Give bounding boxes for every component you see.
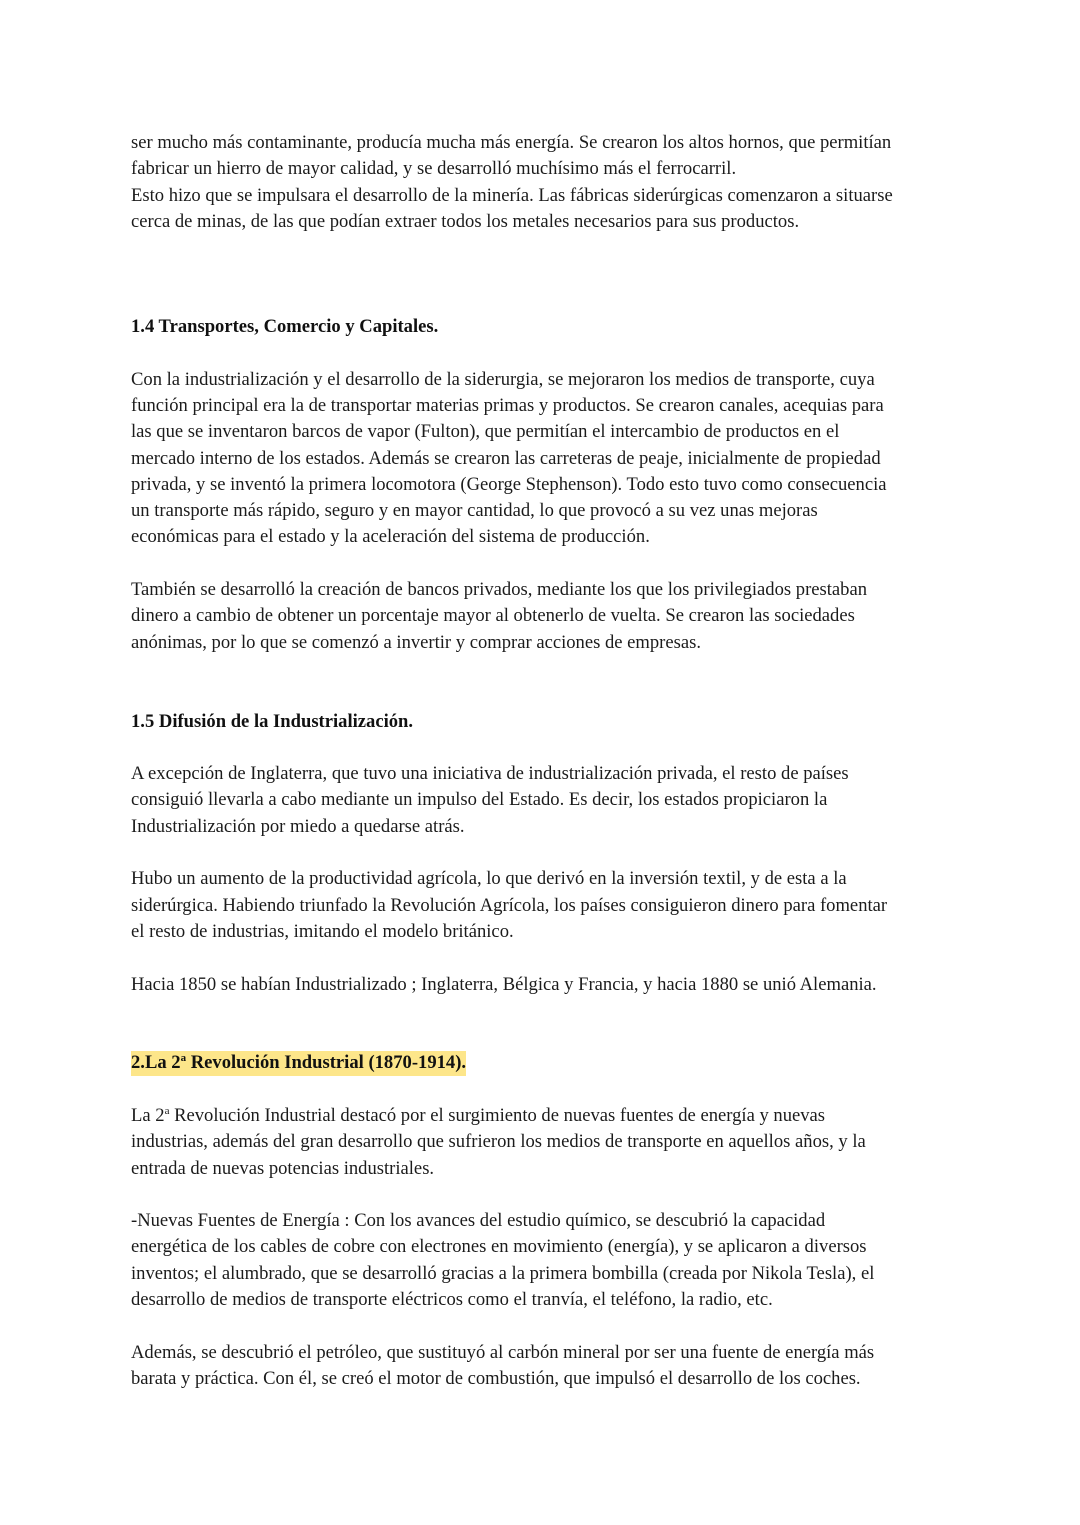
text-line: Hubo un aumento de la productividad agrícola, lo que derivó en la inversión textil, y de esta a la <box>131 868 847 890</box>
text-line: inventos; el alumbrado, que se desarrolló gracias a la primera bombilla (creada por Nikola Tesla), el <box>131 1262 875 1284</box>
spacer <box>131 1077 953 1103</box>
spacer <box>131 656 953 709</box>
text-line: un transporte más rápido, seguro y en mayor cantidad, lo que provocó a su vez unas mejoras <box>131 500 818 522</box>
spacer <box>131 840 953 866</box>
heading-suffix: Revolución Industrial (1870-1914). <box>186 1052 467 1074</box>
spacer <box>131 1313 953 1339</box>
spacer <box>131 288 953 314</box>
section-1-4-paragraph-2 <box>131 577 953 656</box>
spacer <box>131 235 953 288</box>
text-line: dinero a cambio de obtener un porcentaje mayor al obtenerlo de vuelta. Se crearon las sociedades <box>131 605 855 627</box>
text-line-prefix: La 2 <box>131 1104 165 1126</box>
spacer <box>131 998 953 1051</box>
section-1-5-paragraph-1 <box>131 761 953 840</box>
section-2-paragraph-3 <box>131 1340 953 1393</box>
text-line: Industrialización por miedo a quedarse atrás. <box>131 815 465 837</box>
text-line: las que se inventaron barcos de vapor (Fulton), que permitían el intercambio de productos en el <box>131 421 840 443</box>
section-heading-1-4: 1.4 Transportes, Comercio y Capitales. <box>131 316 439 338</box>
section-2-paragraph-1 <box>131 1103 953 1182</box>
section-1-4-paragraph-1 <box>131 367 953 551</box>
text-line: barata y práctica. Con él, se creó el motor de combustión, que impulsó el desarrollo de los coches. <box>131 1367 861 1389</box>
section-heading-1-5: 1.5 Difusión de la Industrialización. <box>131 710 414 732</box>
ordinal-superscript: a <box>164 1104 170 1117</box>
intro-paragraph <box>131 130 953 235</box>
text-line: anónimas, por lo que se comenzó a invertir y comprar acciones de empresas. <box>131 631 701 653</box>
text-line: También se desarrolló la creación de bancos privados, mediante los que los privilegiados prestaban <box>131 579 868 601</box>
spacer <box>131 551 953 577</box>
text-line: económicas para el estado y la aceleración del sistema de producción. <box>131 526 650 548</box>
text-line: el resto de industrias, imitando el modelo británico. <box>131 920 514 942</box>
text-line: ser mucho más contaminante, producía mucha más energía. Se crearon los altos hornos, que permitían <box>131 132 892 153</box>
spacer <box>131 340 953 366</box>
text-line: mercado interno de los estados. Además se crearon las carreteras de peaje, inicialmente de propiedad <box>131 447 881 469</box>
text-line: siderúrgica. Habiendo triunfado la Revolución Agrícola, los países consiguieron dinero para fomentar <box>131 894 888 916</box>
text-line: Esto hizo que se impulsara el desarrollo de la minería. Las fábricas siderúrgicas comenzaron a situarse <box>131 184 893 206</box>
text-line: A excepción de Inglaterra, que tuvo una iniciativa de industrialización privada, el resto de países <box>131 763 849 785</box>
spacer <box>131 945 953 971</box>
text-line: Además, se descubrió el petróleo, que sustituyó al carbón mineral por ser una fuente de energía más <box>131 1341 875 1363</box>
text-line: cerca de minas, de las que podían extraer todos los metales necesarios para sus productos. <box>131 210 800 232</box>
spacer <box>131 1182 953 1208</box>
text-line: energética de los cables de cobre con electrones en movimiento (energía), y se aplicaron a diversos <box>131 1236 867 1258</box>
text-line: desarrollo de medios de transporte eléctricos como el tranvía, el teléfono, la radio, etc. <box>131 1289 773 1311</box>
spacer <box>131 735 953 761</box>
section-heading-2 <box>131 1050 953 1076</box>
text-line: privada, y se inventó la primera locomotora (George Stephenson). Todo esto tuvo como consecuencia <box>131 473 887 495</box>
section-2-paragraph-2 <box>131 1208 953 1313</box>
ordinal-superscript: a <box>180 1052 187 1065</box>
text-line: función principal era la de transportar materias primas y productos. Se crearon canales, acequias para <box>131 394 884 416</box>
text-line: -Nuevas Fuentes de Energía : Con los avances del estudio químico, se descubrió la capacidad <box>131 1210 826 1232</box>
section-1-5-paragraph-2 <box>131 866 953 945</box>
text-line: consiguió llevarla a cabo mediante un impulso del Estado. Es decir, los estados propiciaron la <box>131 789 828 811</box>
text-line: fabricar un hierro de mayor calidad, y se desarrolló muchísimo más el ferrocarril. <box>131 158 737 180</box>
section-1-5-paragraph-3: Hacia 1850 se habían Industrializado ; Inglaterra, Bélgica y Francia, y hacia 1880 se unió Alemania. <box>131 973 877 995</box>
document-body <box>131 130 953 1392</box>
text-line: Con la industrialización y el desarrollo de la siderurgia, se mejoraron los medios de transporte, cuya <box>131 368 875 390</box>
text-line: industrias, además del gran desarrollo que sufrieron los medios de transporte en aquellos años, y la <box>131 1131 866 1153</box>
text-line-rest: Revolución Industrial destacó por el surgimiento de nuevas fuentes de energía y nuevas <box>169 1104 826 1126</box>
text-line: entrada de nuevas potencias industriales. <box>131 1157 435 1179</box>
heading-prefix: 2.La 2 <box>131 1052 181 1074</box>
heading-highlight <box>131 1051 466 1076</box>
